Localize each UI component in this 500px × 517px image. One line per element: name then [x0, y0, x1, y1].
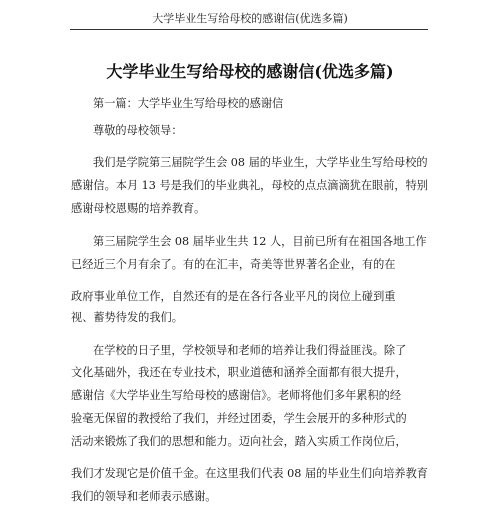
paragraph-line: 活动来锻炼了我们的思想和能力。迈向社会，踏入实质工作岗位后， — [71, 435, 407, 448]
paragraph-line: 政府事业单位工作，自然还有的是在各行各业平凡的岗位上碰到重 — [71, 290, 396, 303]
paragraph-line: 已经近三个月有余了。有的在汇丰，奇美等世界著名企业，有的在 — [71, 258, 396, 271]
running-header: 大学毕业生写给母校的感谢信(优选多篇) — [152, 12, 348, 25]
paragraph-line: 在学校的日子里，学校领导和老师的培养让我们得益匪浅。除了 — [93, 344, 407, 357]
paragraph-line: 我们的领导和老师表示感谢。 — [71, 490, 217, 503]
section-heading: 第一篇：大学毕业生写给母校的感谢信 — [93, 97, 284, 110]
document-title: 大学毕业生写给母校的感谢信(优选多篇) — [106, 62, 394, 81]
paragraph-line: 感谢母校恩赐的培养教育。 — [71, 202, 206, 215]
paragraph-line: 感谢信《大学毕业生写给母校的感谢信》。老师将他们多年累积的经 — [71, 389, 402, 402]
paragraph-line: 我们是学院第三届院学生会 08 届的毕业生，大学毕业生写给母校的 — [93, 156, 428, 169]
paragraph-line: 视、蓄势待发的我们。 — [71, 311, 183, 324]
salutation: 尊敬的母校领导： — [93, 124, 183, 137]
paragraph-line: 感谢信。本月 13 号是我们的毕业典礼，母校的点点滴滴犹在眼前，特别 — [71, 179, 428, 192]
paragraph-line: 我们才发现它是价值千金。在这里我们代表 08 届的毕业生们向培养教育 — [71, 467, 428, 480]
paragraph-line: 文化基础外，我还在专业技术，职业道德和涵养全面都有很大提升， — [71, 366, 407, 379]
paragraph-line: 第三届院学生会 08 届毕业生共 12 人，目前已所有在祖国各地工作 — [93, 235, 427, 248]
header-divider — [70, 29, 428, 30]
paragraph-line: 验毫无保留的教授给了我们，并经过团委，学生会展开的多种形式的 — [71, 412, 407, 425]
